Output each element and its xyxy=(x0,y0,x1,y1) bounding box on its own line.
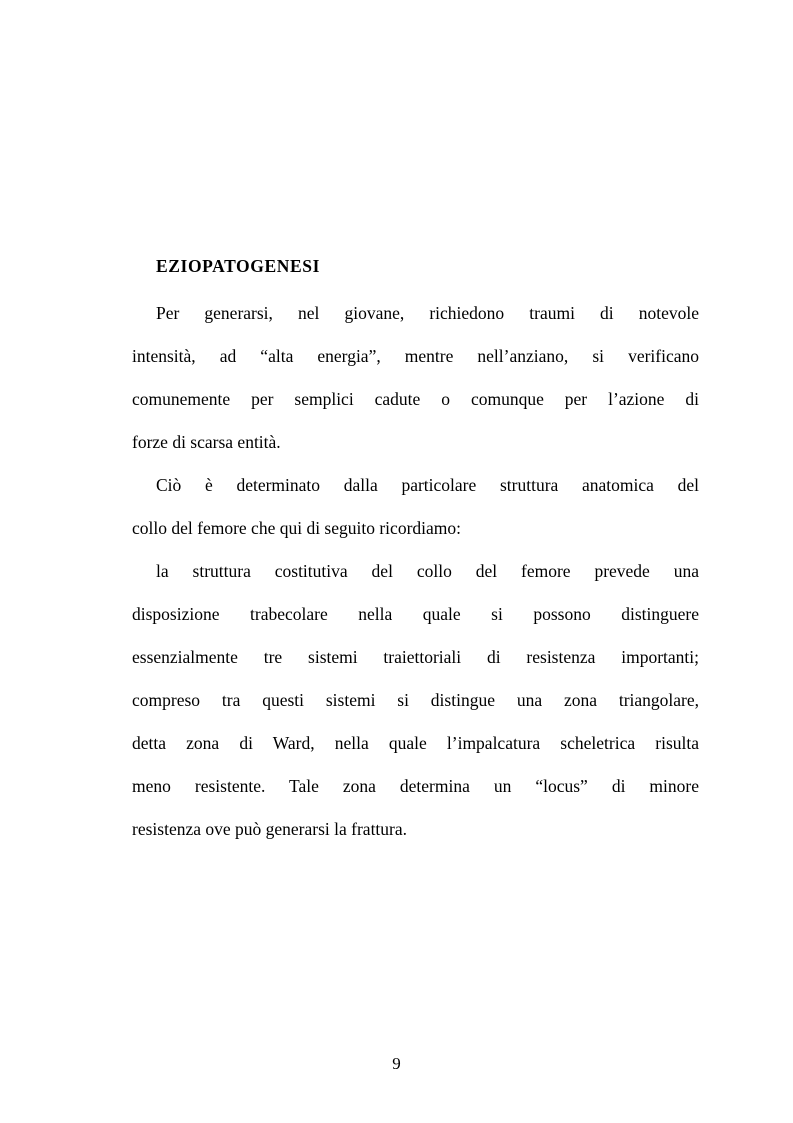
text-line: Ciò è determinato dalla particolare struttura anatomica del xyxy=(156,475,699,495)
text-line: detta zona di Ward, nella quale l’impalcatura scheletrica risulta xyxy=(132,733,699,753)
text-line: meno resistente. Tale zona determina un “locus” di minore xyxy=(132,776,699,796)
body-text xyxy=(132,292,699,851)
paragraph-3 xyxy=(132,550,699,851)
text-line: forze di scarsa entità. xyxy=(132,432,281,452)
text-line: collo del femore che qui di seguito ricordiamo: xyxy=(132,518,461,538)
text-line: compreso tra questi sistemi si distingue una zona triangolare, xyxy=(132,690,699,710)
section-heading: EZIOPATOGENESI xyxy=(156,256,321,276)
text-line: comunemente per semplici cadute o comunque per l’azione di xyxy=(132,389,699,409)
text-line: intensità, ad “alta energia”, mentre nell’anziano, si verificano xyxy=(132,346,699,366)
text-line: la struttura costitutiva del collo del femore prevede una xyxy=(156,561,699,581)
text-line: Per generarsi, nel giovane, richiedono traumi di notevole xyxy=(156,303,699,323)
page-number: 9 xyxy=(392,1054,401,1073)
paragraph-2 xyxy=(132,464,699,550)
text-line: disposizione trabecolare nella quale si possono distinguere xyxy=(132,604,699,624)
paragraph-1 xyxy=(132,292,699,464)
text-line: resistenza ove può generarsi la frattura. xyxy=(132,819,408,839)
text-line: essenzialmente tre sistemi traiettoriali di resistenza importanti; xyxy=(132,647,699,667)
